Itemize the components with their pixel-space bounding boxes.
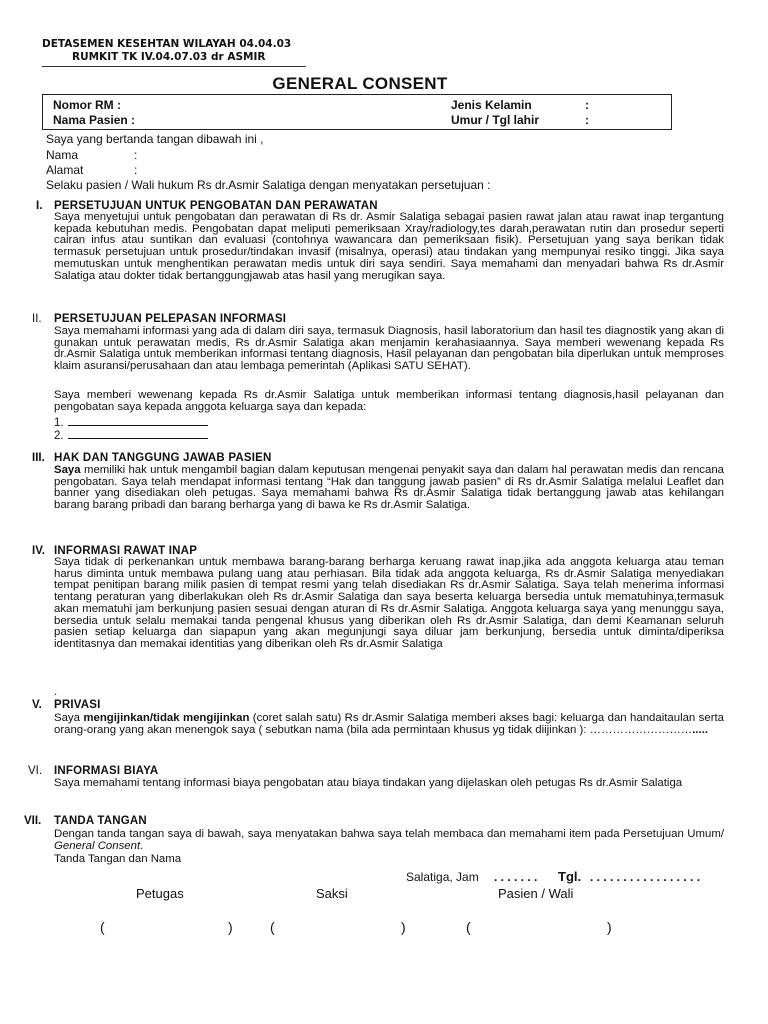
petugas-paren-open: (: [100, 919, 105, 935]
section-6-heading: INFORMASI BIAYA: [54, 765, 159, 777]
section-3-body: [54, 465, 724, 512]
section-6-number: VI.: [28, 765, 43, 777]
jenis-kelamin-colon: :: [585, 98, 589, 112]
nama-label: Nama: [46, 148, 79, 162]
section-5-text: (coret salah satu) Rs dr.Asmir Salatiga memberi akses bagi: keluarga dan handaitaulan serta orang-orang yang akan menengok saya ( sebutkan nama (bila ada permintaan khusus yg tidak diijinkan ): ………………………: [54, 712, 724, 736]
alamat-colon: :: [134, 163, 138, 177]
section-4-dot: .: [54, 686, 58, 698]
signature-place: Salatiga, Jam: [406, 870, 479, 884]
header-divider: [42, 66, 306, 67]
family-blank-2: [54, 429, 208, 442]
section-5-heading: PRIVASI: [54, 699, 101, 711]
section-7-heading: TANDA TANGAN: [54, 815, 147, 827]
patient-id-box: [42, 94, 672, 130]
time-dots: . . . . . . .: [494, 870, 538, 884]
signature-instruction: Tanda Tangan dan Nama: [54, 853, 182, 865]
saksi-paren-close: ): [401, 919, 406, 935]
section-1-number: I.: [36, 200, 43, 212]
section-3-number: III.: [32, 452, 45, 464]
blank-2-number: 2.: [54, 430, 64, 442]
saksi-paren-open: (: [270, 919, 275, 935]
section-2-number: II.: [32, 313, 42, 325]
section-4-number: IV.: [32, 545, 46, 557]
section-3-lead: Saya: [54, 464, 81, 476]
section-3-heading: HAK DAN TANGGUNG JAWAB PASIEN: [54, 452, 272, 464]
section-7-text: Dengan tanda tangan saya di bawah, saya menyatakan bahwa saya telah membaca dan memahami item pada Persetujuan Umum/: [54, 828, 724, 840]
section-3-text: memiliki hak untuk mengambil bagian dalam keputusan mengenai penyakit saya dan dalam hal perawatan medis dan rencana pengobatan. Saya telah mendapat informasi tentang “Hak dan tanggung jawab pasien” di Rs dr.Asmir Salatiga melalui Leaflet dan banner yang disediakan oleh petugas. Saya memahami bahwa Rs dr.Asmir Salatiga tidak bertanggung jawab atas kehilangan barang barang pribadi dan barang berharga yang di bawa ke Rs dr.Asmir Salatiga.: [54, 464, 724, 512]
section-2-body: Saya memahami informasi yang ada di dalam diri saya, termasuk Diagnosis, hasil laboratorium dan hasil tes diagnostik yang akan di gunakan untuk perawatan medis, Rs dr.Asmir Salatiga akan menjamin kerahasiaannya. Saya memberi wewenang kepada Rs dr.Asmir Salatiga untuk memberikan informasi tentang diagnosis, Hasil pelayanan dan pengobatan bila diperlukan untuk memproses klaim asuransi/perusahaan dan atau lembaga pemerintah (Aplikasi SATU SEHAT).: [54, 325, 724, 373]
consent-statement: Selaku pasien / Wali hukum Rs dr.Asmir Salatiga dengan menyatakan persetujuan :: [46, 178, 491, 192]
pasien-paren-open: (: [466, 919, 471, 935]
section-1-body: Saya menyetujui untuk pengobatan dan perawatan di Rs dr. Asmir Salatiga sebagai pasien rawat jalan atau rawat inap tergantung kepada kebutuhan medis. Pengobatan dapat meliputi pemeriksaan Xray/radiology,tes darah,perawatan rutin dan prosedur seperti cairan infus atau suntikan dan evaluasi (contohnya wawancara dan pemeriksaan fisik). Persetujuan yang saya berikan tidak termasuk persetujuan untuk prosedur/tindakan invasif (misalnya, operasi) atau tindakan yang mempunyai resiko tinggi. Jika saya memutuskan untuk menghentikan perawatan medis untuk diri saya sendiri. Saya memahami dan menyadari bahwa Rs dr.Asmir Salatiga atau dokter tidak bertanggungjawab atas hasil yang merugikan saya.: [54, 211, 724, 282]
nomor-rm-label: Nomor RM :: [53, 98, 121, 112]
section-7-end: .: [140, 839, 144, 852]
nama-pasien-label: Nama Pasien :: [53, 113, 136, 127]
section-4-body: Saya tidak di perkenankan untuk membawa barang-barang berharga keruang rawat inap,jika ada anggota keluarga atau teman harus diminta untuk membawa pulang uang atau perhiasan. Bila tidak ada anggota keluarga, Rs dr.Asmir Salatiga menyediakan tempat penitipan barang milik pasien di tempat resmi yang telah disediakan Rs dr.Asmir Salatiga. Saya telah menerima informasi tentang peraturan yang diberlakukan oleh Rs dr.Asmir Salatiga dan saya beserta keluarga bersedia untuk mematuhinya,termasuk akan mematuhi jam berkunjung pasien sesuai dengan aturan di Rs dr.Asmir Salatiga. Anggota keluarga saya yang menunggu saya, bersedia untuk selalu memakai tanda pengenal khusus yang diberikan oleh Rs dr.Asmir Salatiga, dan demi Keamanan seluruh pasien setiap keluarga dan siapapun yang akan megunjungi saya diluar jam berkunjung, bersedia untuk diminta/diperiksa identitasnya dan memakai identitias yang diberikan oleh Rs dr.Asmir Salatiga: [54, 556, 724, 650]
section-1-heading: PERSETUJUAN UNTUK PENGOBATAN DAN PERAWATAN: [54, 200, 378, 212]
section-5-choice: mengijinkan/tidak mengijinkan: [83, 712, 250, 724]
section-6-body: Saya memahami tentang informasi biaya pengobatan atau biaya tindakan yang dijelaskan oleh petugas Rs dr.Asmir Salatiga: [54, 777, 683, 789]
section-5-tail: .....: [692, 723, 709, 736]
section-7-number: VII.: [24, 815, 42, 827]
document-title: GENERAL CONSENT: [272, 74, 448, 93]
section-2-body-2: Saya memberi wewenang kepada Rs dr.Asmir Salatiga untuk memberikan informasi tentang diagnosis,hasil pelayanan dan pengobatan saya kepada anggota keluarga saya dan kepada:: [54, 389, 724, 413]
organization-name: DETASEMEN KESEHTAN WILAYAH 04.04.03: [42, 38, 292, 50]
pasien-wali-label: Pasien / Wali: [498, 886, 574, 901]
alamat-label: Alamat: [46, 163, 84, 177]
section-5-body: [54, 713, 724, 736]
section-5-pre: Saya: [54, 712, 84, 724]
section-5-number: V.: [32, 699, 42, 711]
petugas-label: Petugas: [136, 886, 184, 901]
intro-line: Saya yang bertanda tangan dibawah ini ,: [46, 132, 264, 146]
section-7-body: [54, 829, 724, 852]
umur-colon: :: [585, 113, 589, 127]
family-blank-1: [54, 416, 208, 429]
saksi-label: Saksi: [316, 886, 348, 901]
pasien-paren-close: ): [607, 919, 612, 935]
hospital-name: RUMKIT TK IV.04.07.03 dr ASMIR: [72, 51, 266, 63]
jenis-kelamin-label: Jenis Kelamin: [451, 98, 532, 112]
blank-1-number: 1.: [54, 417, 64, 429]
nama-colon: :: [134, 148, 138, 162]
section-2-heading: PERSETUJUAN PELEPASAN INFORMASI: [54, 313, 287, 325]
date-dots: . . . . . . . . . . . . . . . . .: [590, 870, 701, 884]
section-7-italic: General Consent: [54, 839, 141, 852]
petugas-paren-close: ): [228, 919, 233, 935]
section-4-heading: INFORMASI RAWAT INAP: [54, 545, 198, 557]
umur-label: Umur / Tgl lahir: [451, 113, 540, 127]
date-label: Tgl.: [558, 869, 582, 884]
